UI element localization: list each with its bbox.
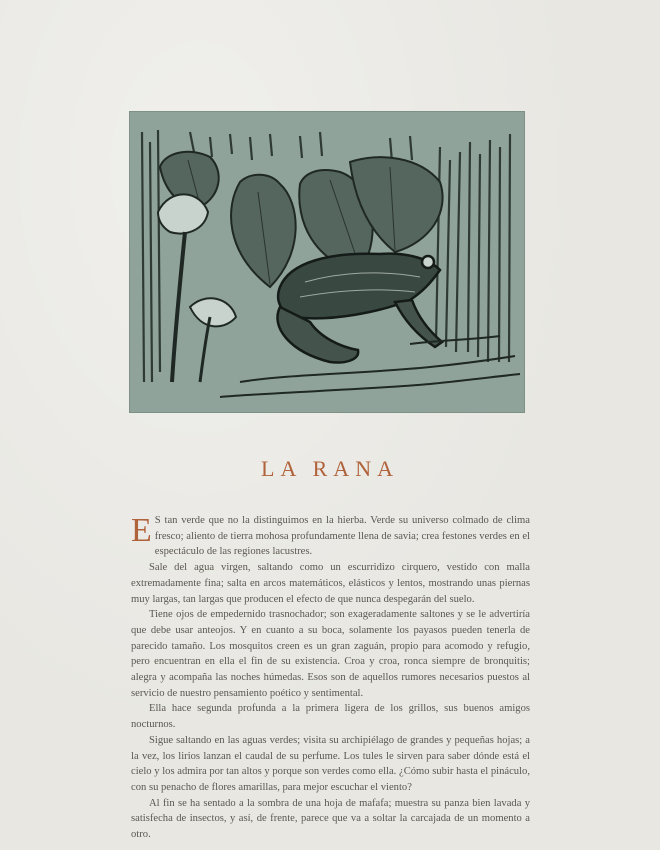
- paragraph-text: S tan verde que no la distinguimos en la hierba. Verde su universo colmado de clima fresco; aliento de tierra mohosa profundamente llena de savia; crea festones verdes en el espectáculo de las regiones lacustres.: [154, 515, 530, 558]
- paragraph: Ella hace segunda profunda a la primera ligera de los grillos, sus buenos amigos nocturnos.: [131, 703, 530, 731]
- paragraph: Tiene ojos de empedernido trasnochador; son exageradamente saltones y se le advertiría que debe usar anteojos. Y en cuanto a su boca, solamente los payasos pueden tenerla de parecido tamaño. Los mosquitos creen es un gran zaguán, propio para acomodo y refugio, pero encuentran en ella el fin de su existencia. Croa y croa, ronca siempre de bronquitis; alegra y acompaña las noches húmedas. Esos son de aquellos rumores necesarios puestos al servicio de nuestro pensamiento poético y sentimental.: [131, 609, 530, 699]
- page-title: LA RANA: [261, 456, 399, 481]
- drop-cap: E: [131, 512, 152, 549]
- paragraph: [131, 513, 530, 560]
- body-text: [131, 513, 530, 843]
- paragraph: Sale del agua virgen, saltando como un escurridizo cirquero, vestido con malla extremadamente fina; salta en arcos matemáticos, elásticos y lentos, mostrando unas piernas muy largas, tan largas que producen el efecto de que nunca despegarán del suelo.: [131, 562, 530, 605]
- woodcut-image: [130, 112, 524, 412]
- paragraph: Al fin se ha sentado a la sombra de una hoja de mafafa; muestra su panza bien lavada y satisfecha de insectos, y así, de frente, parece que va a soltar la carcajada de un momento a otro.: [131, 797, 530, 841]
- frog-woodcut-illustration: [130, 112, 524, 412]
- paragraph: Sigue saltando en las aguas verdes; visita su archipiélago de grandes y pequeñas hojas; a la vez, los lirios lanzan el caudal de su perfume. Los tules le sirven para saber dónde está el cielo y los admira por tan altos y porque son verdes como ella. ¿Cómo subir hasta el pináculo, con su penacho de flores amarillas, para mejor escuchar el viento?: [131, 734, 530, 793]
